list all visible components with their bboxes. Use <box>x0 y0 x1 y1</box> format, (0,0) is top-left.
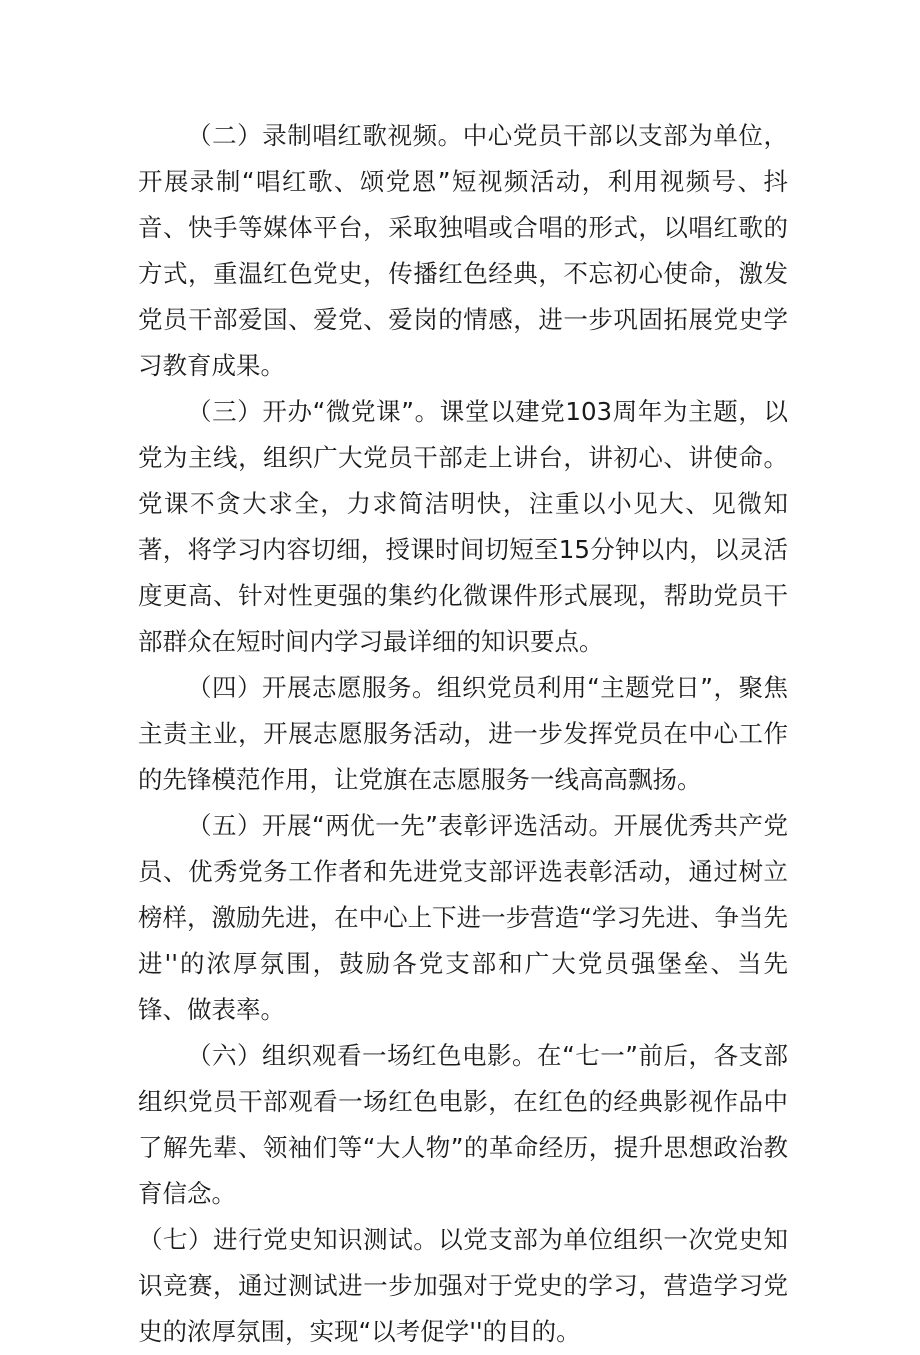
paragraph-section-5: （五）开展“两优一先”表彰评选活动。开展优秀共产党员、优秀党务工作者和先进党支部评选表彰活动，通过树立榜样，激励先进，在中心上下进一步营造“学习先进、争当先进''的浓厚氛围，鼓励各党支部和广大党员强堡垒、当先锋、做表率。 <box>138 811 788 1024</box>
paragraph-section-2: （二）录制唱红歌视频。中心党员干部以支部为单位，开展录制“唱红歌、颂党恩”短视频活动，利用视频号、抖音、快手等媒体平台，采取独唱或合唱的形式，以唱红歌的方式，重温红色党史，传播红色经典，不忘初心使命，激发党员干部爱国、爱党、爱岗的情感，进一步巩固拓展党史学习教育成果。 <box>138 121 788 380</box>
paragraph-section-4: （四）开展志愿服务。组织党员利用“主题党日”，聚焦主责主业，开展志愿服务活动，进一步发挥党员在中心工作的先锋模范作用，让党旗在志愿服务一线高高飘扬。 <box>138 673 788 794</box>
paragraph-section-6: （六）组织观看一场红色电影。在“七一”前后，各支部组织党员干部观看一场红色电影，在红色的经典影视作品中了解先辈、领袖们等“大人物”的革命经历，提升思想政治教育信念。 <box>138 1041 788 1208</box>
paragraph-section-3: （三）开办“微党课”。课堂以建党103周年为主题，以党为主线，组织广大党员干部走上讲台，讲初心、讲使命。党课不贪大求全，力求简洁明快，注重以小见大、见微知著，将学习内容切细，授课时间切短至15分钟以内，以灵活度更高、针对性更强的集约化微课件形式展现，帮助党员干部群众在短时间内学习最详细的知识要点。 <box>138 397 788 656</box>
document-body <box>138 113 788 1355</box>
paragraph-section-7: （七）进行党史知识测试。以党支部为单位组织一次党史知识竞赛，通过测试进一步加强对于党史的学习，营造学习党史的浓厚氛围，实现“以考促学''的目的。 <box>138 1225 788 1346</box>
